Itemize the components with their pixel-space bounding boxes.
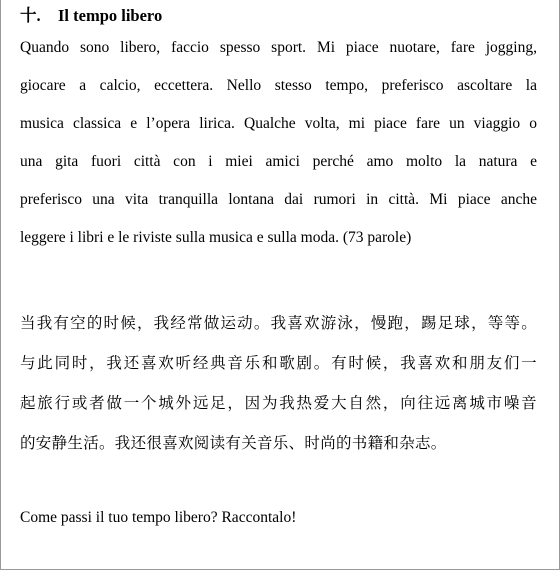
prompt-question: Come passi il tuo tempo libero? Raccontalo! bbox=[20, 509, 297, 526]
italian-line: preferisco una vita tranquilla lontana dai rumori in città. Mi piace anche bbox=[20, 191, 537, 208]
italian-line: leggere i libri e le riviste sulla musica e sulla moda. (73 parole) bbox=[20, 229, 412, 246]
italian-line: una gita fuori città con i miei amici perché amo molto la natura e bbox=[20, 153, 537, 170]
section-number: 十. bbox=[20, 6, 41, 25]
italian-paragraph bbox=[20, 38, 537, 266]
chinese-paragraph bbox=[20, 313, 537, 473]
chinese-line: 当我有空的时候，我经常做运动。我喜欢游泳，慢跑，踢足球，等等。 bbox=[20, 314, 537, 332]
italian-line: Quando sono libero, faccio spesso sport. Mi piace nuotare, fare jogging, bbox=[20, 39, 537, 56]
section-heading bbox=[20, 5, 162, 27]
chinese-line: 与此同时，我还喜欢听经典音乐和歌剧。有时候，我喜欢和朋友们一 bbox=[20, 354, 537, 372]
italian-line: giocare a calcio, eccettera. Nello stesso tempo, preferisco ascoltare la bbox=[20, 77, 537, 94]
chinese-line: 起旅行或者做一个城外远足，因为我热爱大自然，向往远离城市噪音 bbox=[20, 394, 537, 412]
section-title: Il tempo libero bbox=[58, 6, 163, 25]
italian-line: musica classica e l’opera lirica. Qualche volta, mi piace fare un viaggio o bbox=[20, 115, 537, 132]
chinese-line: 的安静生活。我还很喜欢阅读有关音乐、时尚的书籍和杂志。 bbox=[20, 434, 447, 452]
